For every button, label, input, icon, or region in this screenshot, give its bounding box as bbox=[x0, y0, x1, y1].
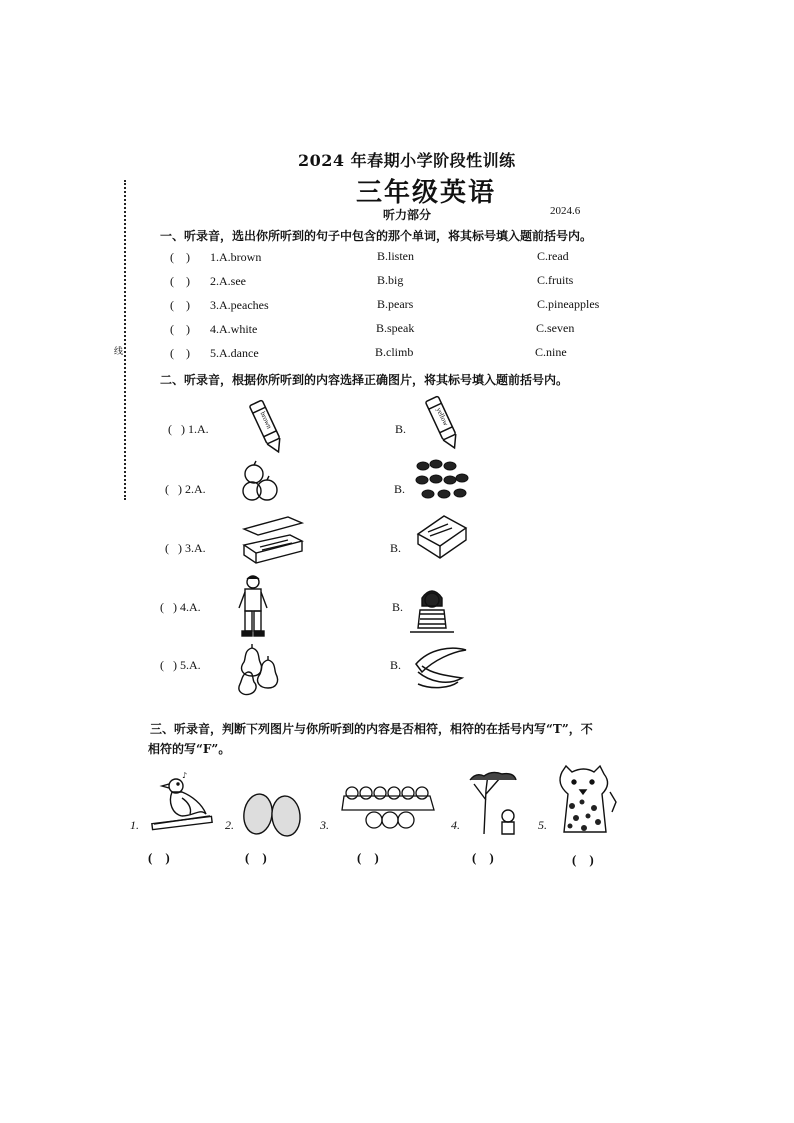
eggs-carton-icon bbox=[340, 784, 436, 834]
part2-label-a: ( ) 2.A. bbox=[165, 482, 206, 496]
crayon-word-b: yellow bbox=[434, 406, 450, 428]
option-c: C.nine bbox=[535, 345, 567, 359]
answer-paren[interactable]: ( ) bbox=[170, 274, 190, 288]
mangos-icon bbox=[240, 790, 306, 840]
answer-paren[interactable]: ( ) bbox=[170, 322, 190, 336]
part2-label-b: B. bbox=[395, 422, 407, 436]
tree-and-girl-icon bbox=[466, 770, 526, 836]
girl-writing-icon bbox=[408, 584, 456, 640]
part2-instruction: 二、听录音，根据你所听到的内容选择正确图片，将其标号填入题前括号内。 bbox=[160, 373, 569, 387]
option-c: C.pineapples bbox=[537, 297, 600, 311]
option-b: B.big bbox=[377, 273, 404, 287]
answer-paren[interactable]: ( ) bbox=[148, 850, 170, 865]
part3-instruction-line2: 相符的写“F”。 bbox=[148, 742, 231, 756]
mushrooms-icon bbox=[414, 458, 470, 502]
part2-label-a: ( ) 1.A. bbox=[168, 422, 209, 436]
option-a: 5.A.dance bbox=[210, 346, 259, 360]
pencil-box-closed-icon bbox=[414, 512, 470, 564]
bird-icon bbox=[148, 768, 214, 834]
part2-label-b: B. bbox=[390, 658, 402, 672]
answer-paren[interactable]: ( ) bbox=[572, 852, 594, 867]
part3-number: 1. bbox=[130, 818, 139, 832]
option-c: C.fruits bbox=[537, 273, 574, 287]
part2-label-a: ( ) 4.A. bbox=[160, 600, 201, 614]
answer-paren[interactable]: ( ) bbox=[170, 298, 190, 312]
option-c: C.read bbox=[537, 249, 569, 263]
option-a: 4.A.white bbox=[210, 322, 258, 336]
option-b: B.listen bbox=[377, 249, 415, 263]
option-a: 1.A.brown bbox=[210, 250, 262, 264]
brown-crayon-icon bbox=[248, 396, 288, 458]
exam-title: 2024 年春期小学阶段性训练 bbox=[298, 151, 516, 170]
peaches-icon bbox=[240, 460, 280, 504]
part2-label-b: B. bbox=[390, 541, 402, 555]
subject-title: 三年级英语 bbox=[356, 178, 497, 208]
answer-paren[interactable]: ( ) bbox=[170, 346, 190, 360]
option-b: B.speak bbox=[376, 321, 415, 335]
part3-number: 3. bbox=[320, 818, 329, 832]
part1-instruction: 一、听录音，选出你所听到的句子中包含的那个单词，将其标号填入题前括号内。 bbox=[160, 229, 593, 243]
part2-label-a: ( ) 5.A. bbox=[160, 658, 201, 672]
answer-paren[interactable]: ( ) bbox=[170, 250, 190, 264]
part3-number: 2. bbox=[225, 818, 234, 832]
part3-instruction-line1: 三、听录音，判断下列图片与你所听到的内容是否相符，相符的在括号内写“T”，不 bbox=[150, 722, 593, 736]
svg-text:♪: ♪ bbox=[182, 771, 188, 780]
answer-paren[interactable]: ( ) bbox=[357, 850, 379, 865]
answer-paren[interactable]: ( ) bbox=[245, 850, 267, 865]
yellow-crayon-icon bbox=[424, 392, 464, 454]
exam-date: 2024.6 bbox=[550, 205, 581, 217]
part2-label-b: B. bbox=[394, 482, 406, 496]
part3-number: 4. bbox=[451, 818, 460, 832]
option-c: C.seven bbox=[536, 321, 575, 335]
option-b: B.pears bbox=[377, 297, 414, 311]
pears-icon bbox=[234, 642, 284, 696]
bananas-icon bbox=[412, 642, 468, 690]
pencil-box-open-icon bbox=[240, 515, 306, 565]
part2-label-a: ( ) 3.A. bbox=[165, 541, 206, 555]
section-title: 听力部分 bbox=[383, 208, 432, 222]
binding-mark: 线 bbox=[114, 347, 124, 357]
answer-paren[interactable]: ( ) bbox=[472, 850, 494, 865]
option-a: 3.A.peaches bbox=[210, 298, 269, 312]
option-b: B.climb bbox=[375, 345, 414, 359]
part3-number: 5. bbox=[538, 818, 547, 832]
binding-dotted-line bbox=[124, 180, 126, 500]
leopard-icon bbox=[552, 762, 622, 836]
option-a: 2.A.see bbox=[210, 274, 246, 288]
part2-label-b: B. bbox=[392, 600, 404, 614]
crayon-word-a: brown bbox=[258, 410, 274, 430]
boy-icon bbox=[236, 574, 270, 638]
